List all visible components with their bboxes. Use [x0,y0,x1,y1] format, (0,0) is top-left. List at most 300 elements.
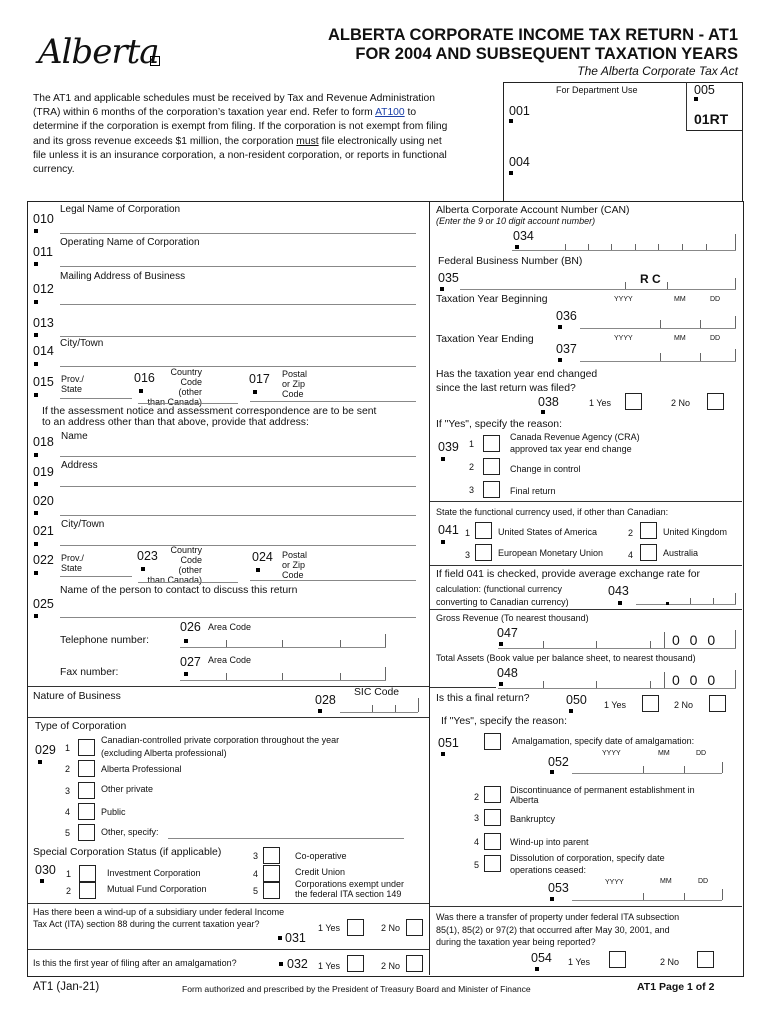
prov-input[interactable] [60,398,132,399]
type-2-checkbox[interactable] [78,760,95,777]
changed-line-1: Has the taxation year end changed [436,369,598,380]
final-2-label [510,785,695,805]
exchange-rate-input[interactable] [636,604,736,605]
field-001-label: 001 [509,104,530,118]
field-001-marker [509,119,513,123]
status-4-number: 4 [253,869,259,879]
amalg-no-label: 2 No [381,961,401,971]
area-code-label: Area Code [208,622,252,632]
field-021-label: 021 [33,524,54,538]
field-032-marker [279,962,283,966]
final-3-number: 3 [474,813,480,823]
transfer-line-2: 85(1), 85(2) or 97(2) that occurred after May 30, 2001, and [436,924,670,935]
phone-tick-2 [282,640,283,647]
status-3-checkbox[interactable] [263,847,280,864]
final-2-checkbox[interactable] [484,786,501,803]
field-053-marker [550,897,554,901]
assess-city-input[interactable] [60,545,416,546]
sic-tick-3 [418,698,419,712]
assess-name-input[interactable] [60,456,416,457]
gross-tick-3 [650,641,651,648]
fax-label: Fax number: [60,667,119,678]
field-028-marker [318,709,322,713]
amalg-no-checkbox[interactable] [406,955,423,972]
reason-2-label: Change in control [510,464,581,474]
can-tick-3 [611,244,612,250]
changed-yes-checkbox[interactable] [625,393,642,410]
dept-use-label: For Department Use [556,85,638,95]
currency-1-label: United States of America [498,527,598,537]
assess-postal-input[interactable] [250,580,416,581]
type-3-label: Other private [101,784,154,794]
reason-3-label: Final return [510,486,556,496]
field-054-label: 054 [531,951,552,965]
field-034-label: 034 [513,229,534,243]
currency-3-label: European Monetary Union [498,548,604,558]
field-019-label: 019 [33,465,54,479]
can-tick-8 [735,234,736,250]
ceased-tick-1 [643,893,644,900]
can-tick-6 [682,244,683,250]
final-5-checkbox[interactable] [484,855,501,872]
special-status-label: Special Corporation Status (if applicable) [33,847,222,858]
field-015-marker [34,393,38,397]
field-005-marker [694,97,698,101]
field-047-label: 047 [497,626,518,640]
field-048-label: 048 [497,666,518,680]
currency-2-checkbox[interactable] [640,522,657,539]
windup-yes-label: 1 Yes [318,923,341,933]
must-emphasis: must [296,135,319,147]
final-yes-checkbox[interactable] [642,695,659,712]
country-code-label [140,367,202,407]
mailing-address-label: Mailing Address of Business [60,271,186,282]
divider-amalg [28,949,429,950]
field-011-marker [34,262,38,266]
total-assets-input[interactable] [498,688,736,689]
divider-transfer [430,906,742,907]
exchange-tick-3 [735,593,736,604]
legal-name-label: Legal Name of Corporation [60,204,181,215]
country-text: Country [170,367,202,377]
status-4-checkbox[interactable] [263,865,280,882]
field-041-label: 041 [438,523,459,537]
field-043-marker [618,601,622,605]
operating-name-input[interactable] [60,266,416,267]
field-052-label: 052 [548,755,569,769]
field-026-label: 026 [180,620,201,634]
divider-currency [430,501,742,502]
field-035-label: 035 [438,271,459,285]
field-037-marker [558,358,562,362]
intro-line-2 [33,106,495,120]
transfer-line-1: Was there a transfer of property under federal ITA subsection [436,912,680,922]
currency-4-number: 4 [628,550,634,560]
field-053-label: 053 [548,881,569,895]
mailing-address-input-1[interactable] [60,304,416,305]
field-041-marker [441,540,445,544]
field-038-label: 038 [538,395,559,409]
field-048-marker [499,682,503,686]
city-label: City/Town [60,338,104,349]
field-020-label: 020 [33,494,54,508]
exchange-rate-label: If field 041 is checked, provide average exchange rate for [436,569,700,580]
amalg-mm-label: MM [658,750,670,757]
exchange-calc-label [436,583,569,609]
field-015-label: 015 [33,375,54,389]
type-3-number: 3 [65,786,71,796]
windup-no-checkbox[interactable] [406,919,423,936]
transfer-no-label: 2 No [660,957,680,967]
final-2-number: 2 [474,792,480,802]
zip-code2-text: Code [282,570,304,580]
field-032-label: 032 [287,957,308,971]
final-4-number: 4 [474,837,480,847]
prov-text: Prov./ [61,374,84,384]
type-5-checkbox[interactable] [78,824,95,841]
field-016-label: 016 [134,371,155,385]
than-canada-text: than Canada) [147,397,202,407]
year-end-changed-question [436,368,597,396]
nature-of-business-label: Nature of Business [33,691,121,702]
type-4-label: Public [101,807,126,817]
reason-2-number: 2 [469,462,475,472]
tyb-tick-3 [735,316,736,328]
city-input[interactable] [60,366,416,367]
amalg-yes-checkbox[interactable] [347,955,364,972]
tyb-yyyy-label: YYYY [614,296,633,303]
assess-address-input-1[interactable] [60,486,416,487]
or-zip2-text: or Zip [282,560,306,570]
field-020-marker [34,511,38,515]
authorization-note: Form authorized and prescribed by the President of Treasury Board and Minister of Finance [182,984,531,994]
field-010-label: 010 [33,212,54,226]
bn-tick-3 [735,278,736,289]
field-012-marker [34,300,38,304]
divider-gross [430,609,742,610]
field-017-label: 017 [249,372,270,386]
address-label: Address [61,460,98,471]
can-tick-7 [706,244,707,250]
field-022-marker [34,571,38,575]
status-1-checkbox[interactable] [79,865,96,882]
can-input[interactable] [512,250,736,251]
intro-line-1: The AT1 and applicable schedules must be received by Tax and Revenue Administration [33,93,436,104]
country-code-input[interactable] [138,403,238,404]
final-3-checkbox[interactable] [484,809,501,826]
divider-exchange [430,565,742,566]
can-label: Alberta Corporate Account Number (CAN) [436,205,630,216]
mailing-address-input-2[interactable] [60,336,416,337]
field-050-marker [569,709,573,713]
final-1-checkbox[interactable] [484,733,501,750]
intro-line-2-text: (TRA) within 6 months of the corporation’s taxation year end. Refer to form [33,107,376,119]
tye-yyyy-label: YYYY [614,335,633,342]
intro-text [33,92,495,177]
type-1-number: 1 [65,743,71,753]
final-yes-label: 1 Yes [604,700,627,710]
status-5-label [295,879,404,899]
alberta-logo: Alberta [38,32,159,72]
field-019-marker [34,482,38,486]
field-031-marker [278,936,282,940]
country2-text: Country [170,545,202,555]
tyb-date-input[interactable] [580,328,736,329]
taxation-year-ending-label: Taxation Year Ending [436,334,534,345]
field-043-label: 043 [608,584,629,598]
field-051-marker [441,752,445,756]
currency-3-checkbox[interactable] [475,544,492,561]
transfer-no-checkbox[interactable] [697,951,714,968]
taxation-year-beginning-label: Taxation Year Beginning [436,294,548,305]
final-no-checkbox[interactable] [709,695,726,712]
phone-tick-1 [226,640,227,647]
reason-3-checkbox[interactable] [483,481,500,498]
assess-prov-input[interactable] [60,576,132,577]
bn-input[interactable] [460,289,736,290]
code2-text: Code [180,555,202,565]
field-025-marker [34,614,38,618]
type-1-checkbox[interactable] [78,739,95,756]
divider-windup [28,903,429,904]
fax-tick-3 [340,673,341,680]
currency-4-checkbox[interactable] [640,544,657,561]
transfer-yes-label: 1 Yes [568,957,591,967]
type-of-corporation-label: Type of Corporation [35,721,127,732]
ceased-dd-label: DD [698,878,709,885]
assets-tick-5 [735,670,736,688]
gross-tick-1 [543,641,544,648]
prov-label [61,374,84,394]
currency-4-label: Australia [663,548,699,558]
assets-tick-4 [664,672,665,688]
final-no-label: 2 No [674,700,694,710]
phone-tick-3 [340,640,341,647]
phone-tick-4 [385,634,386,647]
type-1-text-a: Canadian-controlled private corporation throughout the year [101,735,340,745]
or-zip-text: or Zip [282,379,306,389]
name-label: Name [61,431,88,442]
field-047-marker [499,642,503,646]
final-5-text-b: operations ceased: [510,865,587,875]
total-assets-label: Total Assets (Book value per balance sheet, to nearest thousand) [436,653,696,663]
currency-3-number: 3 [465,550,471,560]
divider-final [430,687,496,688]
currency-1-number: 1 [465,528,471,538]
tyb-tick-1 [660,320,661,328]
changed-no-checkbox[interactable] [707,393,724,410]
dept-divider-h [686,130,742,131]
exchange-tick-1 [690,598,691,604]
field-021-marker [34,542,38,546]
postal-input[interactable] [250,401,416,402]
field-050-label: 050 [566,693,587,707]
final-4-checkbox[interactable] [484,833,501,850]
windup-line-2: Tax Act (ITA) section 88 during the current taxation year? [33,919,260,929]
can-hint: (Enter the 9 or 10 digit account number) [436,216,596,226]
transfer-question [436,911,679,949]
can-tick-2 [588,244,589,250]
bn-label: Federal Business Number (BN) [438,256,583,267]
bn-rc-text: R C [640,272,661,286]
act-name: The Alberta Corporate Tax Act [577,64,738,78]
status-5-checkbox[interactable] [263,882,280,899]
field-018-label: 018 [33,435,54,449]
tye-date-input[interactable] [580,361,736,362]
page-number: AT1 Page 1 of 2 [637,981,715,993]
transfer-yes-checkbox[interactable] [609,951,626,968]
country-code2-label [140,545,202,585]
status-5-text-a: Corporations exempt under [295,879,405,889]
can-tick-5 [658,244,659,250]
intro-line-2-end: to [404,107,417,119]
final-reason-label: If "Yes", specify the reason: [441,716,567,727]
postal-text: Postal [282,369,308,379]
tye-tick-1 [660,353,661,361]
department-use-box [503,82,743,202]
status-2-label: Mutual Fund Corporation [107,884,207,894]
type-3-checkbox[interactable] [78,782,95,799]
windup-yes-checkbox[interactable] [347,919,364,936]
type-5-label: Other, specify: [101,827,159,837]
type-5-specify-input[interactable] [168,838,404,839]
than-canada2-text: than Canada) [147,575,202,585]
functional-currency-label: State the functional currency used, if other than Canadian: [436,507,669,517]
fax-tick-1 [226,673,227,680]
status-2-checkbox[interactable] [79,882,96,899]
field-039-marker [441,457,445,461]
fax-input[interactable] [180,680,386,681]
form-subtitle: FOR 2004 AND SUBSEQUENT TAXATION YEARS [355,45,738,63]
reason-1-checkbox[interactable] [483,435,500,452]
state-text: State [61,384,83,394]
field-051-label: 051 [438,736,459,750]
assess-country-input[interactable] [138,582,238,583]
gross-tick-2 [596,641,597,648]
at100-link[interactable]: AT100 [375,107,405,119]
gross-revenue-input[interactable] [498,648,736,649]
state2-text: State [61,563,83,573]
other2-text: (other [178,565,202,575]
assets-tick-1 [543,681,544,688]
tye-tick-2 [700,353,701,361]
tyb-tick-2 [700,320,701,328]
assessment-address-note [42,406,376,428]
tye-mm-label: MM [674,335,686,342]
contact-input[interactable] [60,617,416,618]
field-011-label: 011 [33,245,53,259]
fax-tick-4 [385,667,386,680]
amalg-yyyy-label: YYYY [602,750,621,757]
field-034-marker [515,245,519,249]
area-code2-label: Area Code [208,655,252,665]
assets-tick-2 [596,681,597,688]
sic-code-input[interactable] [340,712,418,713]
reason-label: If "Yes", specify the reason: [436,419,562,430]
field-017-marker [253,390,257,394]
final-2-text-b: Alberta [510,795,539,805]
field-029-label: 029 [35,743,56,757]
intro-line-5: file unless it is an insurance corporation, a non-resident corporation, or reports in functional [33,149,447,161]
field-026-marker [184,639,188,643]
zip-code-text: Code [282,389,304,399]
assess-line-2: to an address other than that above, provide that address: [42,417,309,428]
exchange-decimal-dot [666,602,669,605]
final-return-label: Is this a final return? [436,693,530,704]
field-036-label: 036 [556,309,577,323]
field-024-label: 024 [252,550,273,564]
ceased-date-input[interactable] [572,900,722,901]
tye-tick-3 [735,349,736,361]
field-035-marker [440,287,444,291]
type-4-number: 4 [65,807,71,817]
prov2-label [61,553,84,573]
type-2-label: Alberta Professional [101,764,182,774]
currency-1-checkbox[interactable] [475,522,492,539]
status-3-number: 3 [253,851,259,861]
ceased-tick-2 [684,893,685,900]
legal-name-input[interactable] [60,233,416,234]
telephone-input[interactable] [180,647,386,648]
exchange-line-3: converting to Canadian currency) [436,597,569,607]
field-004-marker [509,171,513,175]
contact-label: Name of the person to contact to discuss this return [60,585,298,596]
field-018-marker [34,453,38,457]
type-1-label [101,735,339,758]
assess-address-input-2[interactable] [60,515,416,516]
status-1-label: Investment Corporation [107,868,201,878]
field-039-label: 039 [438,440,459,454]
form-title: ALBERTA CORPORATE INCOME TAX RETURN - AT1 [327,26,738,44]
status-3-label: Co-operative [295,851,347,861]
total-assets-zeros: 0 0 0 [672,672,719,688]
amalgamation-date-input[interactable] [572,773,722,774]
field-025-label: 025 [33,597,54,611]
gross-revenue-zeros: 0 0 0 [672,632,719,648]
field-004-label: 004 [509,155,530,169]
field-027-marker [184,672,188,676]
assess-line-1: If the assessment notice and assessment correspondence are to be sent [42,406,377,417]
amalgamation-question: Is this the first year of filing after an amalgamation? [33,958,237,968]
changed-yes-label: 1 Yes [589,398,612,408]
column-divider [429,201,430,975]
bn-tick-1 [625,282,626,289]
form-number: AT1 (Jan-21) [33,981,100,993]
ceased-yyyy-label: YYYY [605,879,624,886]
gross-tick-4 [664,632,665,648]
field-029-marker [38,760,42,764]
intro-line-4-text: and its gross revenue exceeds $1 million, the corporation [33,135,297,147]
prov2-text: Prov./ [61,553,84,563]
windup-question [33,907,284,929]
field-027-label: 027 [180,655,201,669]
reason-2-checkbox[interactable] [483,458,500,475]
changed-line-2: since the last return was filed? [436,383,576,394]
reason-3-number: 3 [469,485,475,495]
intro-line-6: currency. [33,164,75,176]
windup-no-label: 2 No [381,923,401,933]
currency-2-number: 2 [628,528,634,538]
field-054-marker [535,967,539,971]
reason-1-label [510,432,640,454]
ceased-tick-3 [722,889,723,900]
field-023-label: 023 [137,549,158,563]
type-4-checkbox[interactable] [78,803,95,820]
city2-label: City/Town [61,519,105,530]
field-036-marker [558,325,562,329]
assets-tick-3 [650,681,651,688]
field-031-label: 031 [285,931,306,945]
